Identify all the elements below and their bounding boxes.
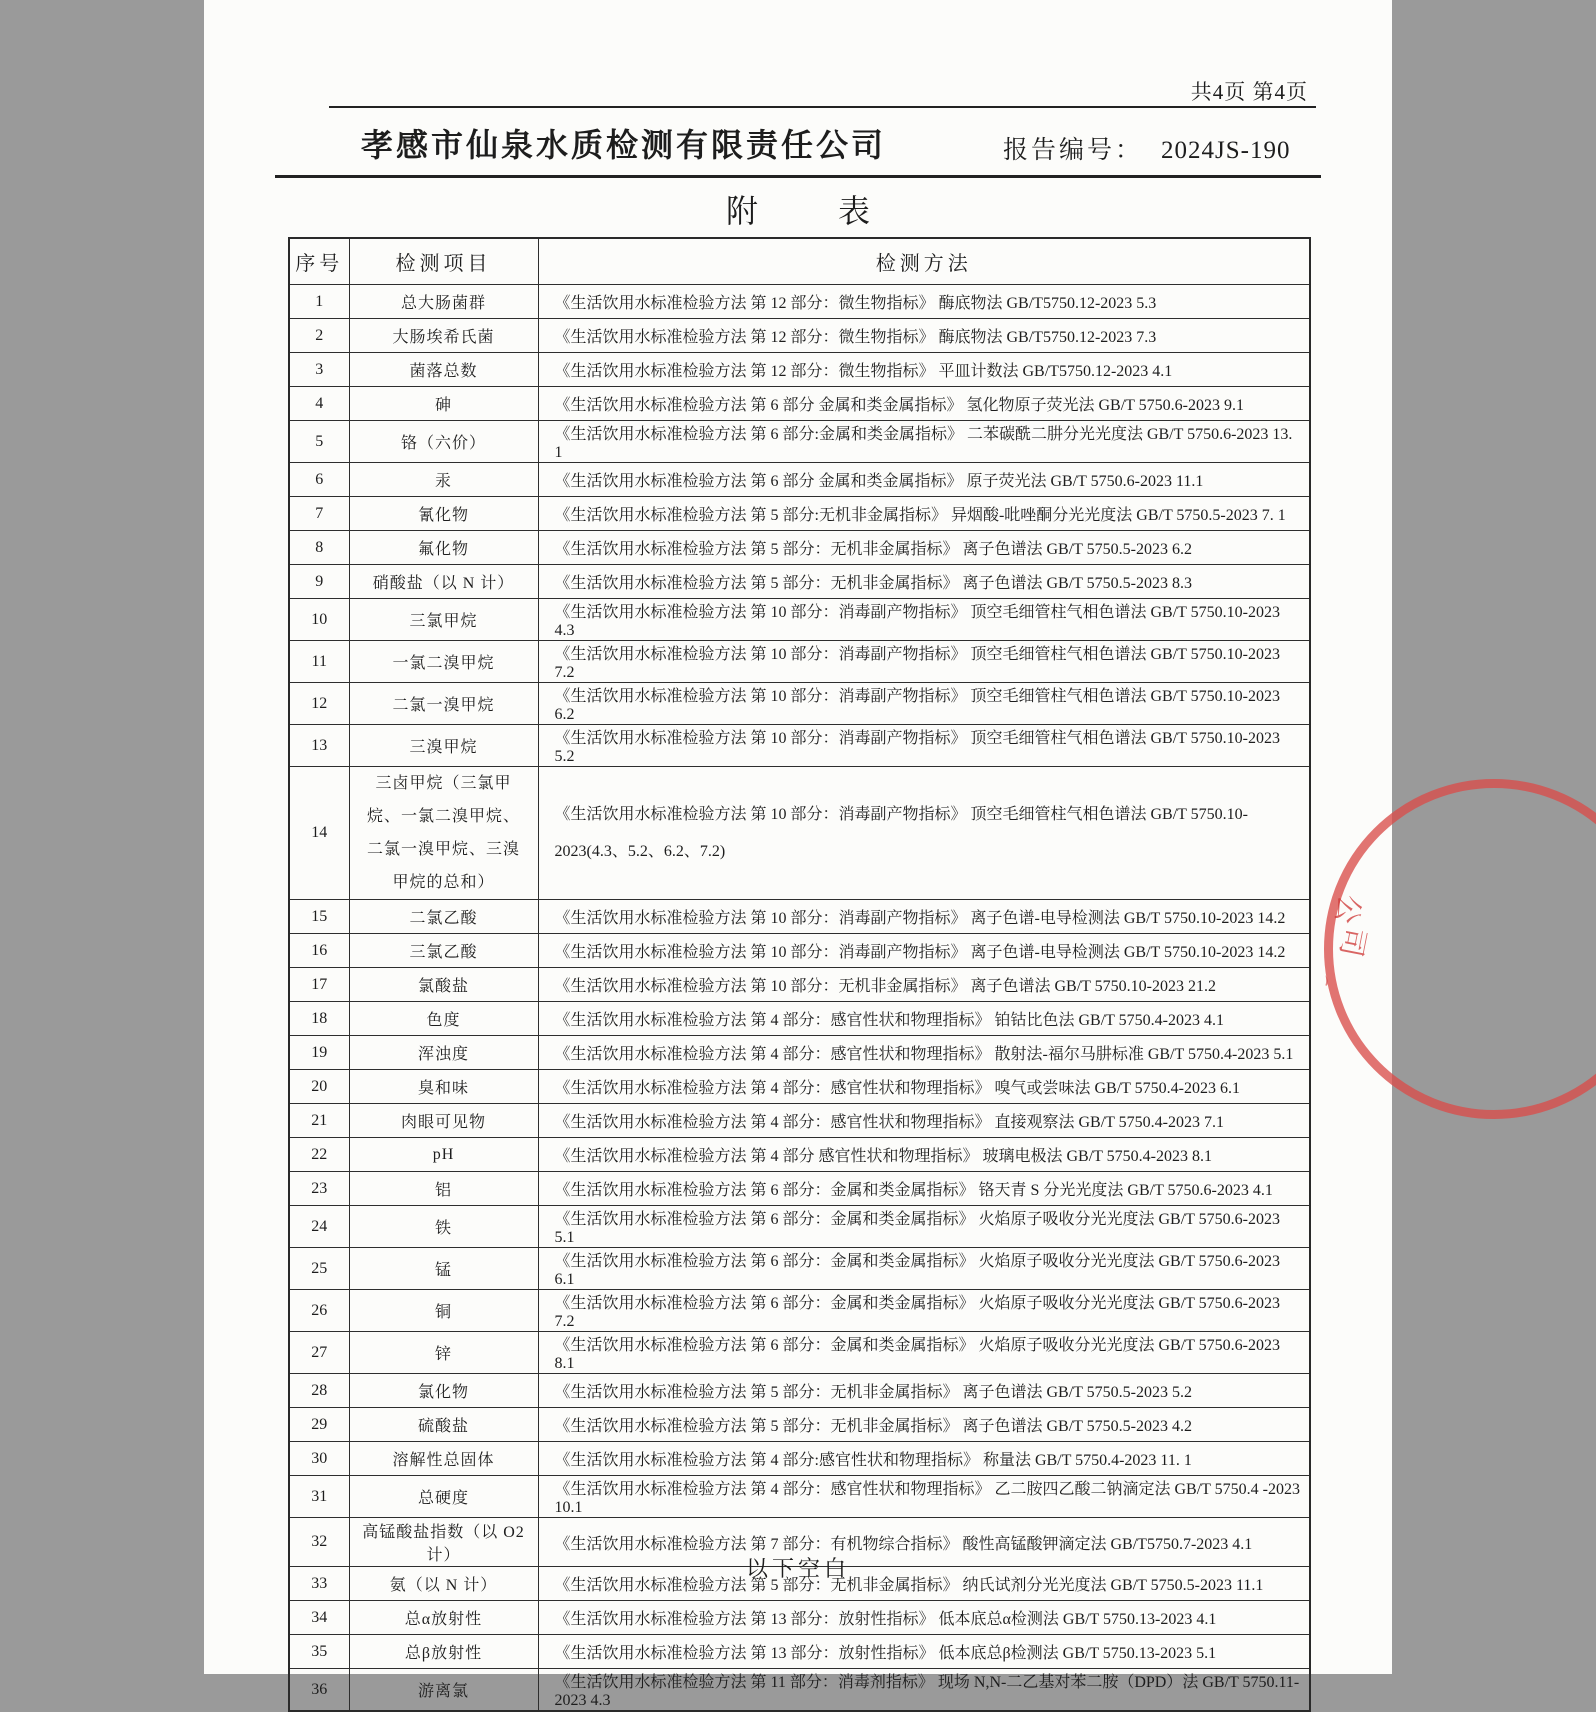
table-row — [289, 319, 1310, 353]
row-item: 铝 — [349, 1172, 538, 1206]
table-row — [289, 1248, 1310, 1290]
appendix-title-char-2: 表 — [838, 193, 871, 229]
row-method: 《生活饮用水标准检验方法 第 6 部分 金属和类金属指标》 氢化物原子荧光法 GB/T 5750.6-2023 9.1 — [538, 387, 1310, 421]
table-row — [289, 968, 1310, 1002]
row-method: 《生活饮用水标准检验方法 第 11 部分：消毒剂指标》 现场 N,N-二乙基对苯二胺（DPD）法 GB/T 5750.11-2023 4.3 — [538, 1669, 1310, 1712]
row-method: 《生活饮用水标准检验方法 第 4 部分：感官性状和物理指标》 乙二胺四乙酸二钠滴定法 GB/T 5750.4 -2023 10.1 — [538, 1476, 1310, 1518]
table-row — [289, 1036, 1310, 1070]
row-number: 28 — [289, 1374, 349, 1408]
row-item: 三氯乙酸 — [349, 934, 538, 968]
row-method: 《生活饮用水标准检验方法 第 12 部分：微生物指标》 平皿计数法 GB/T5750.12-2023 4.1 — [538, 353, 1310, 387]
row-item: 肉眼可见物 — [349, 1104, 538, 1138]
table-row — [289, 421, 1310, 463]
row-method: 《生活饮用水标准检验方法 第 10 部分：消毒副产物指标》 顶空毛细管柱气相色谱法 GB/T 5750.10-2023(4.3、5.2、6.2、7.2) — [538, 767, 1310, 900]
row-item: 总β放射性 — [349, 1635, 538, 1669]
table-row — [289, 1408, 1310, 1442]
table-row — [289, 1442, 1310, 1476]
row-item: 三卤甲烷（三氯甲烷、一氯二溴甲烷、二氯一溴甲烷、三溴甲烷的总和） — [349, 767, 538, 900]
row-number: 5 — [289, 421, 349, 463]
row-method: 《生活饮用水标准检验方法 第 6 部分：金属和类金属指标》 火焰原子吸收分光光度法 GB/T 5750.6-2023 8.1 — [538, 1332, 1310, 1374]
row-method: 《生活饮用水标准检验方法 第 4 部分：感官性状和物理指标》 直接观察法 GB/T 5750.4-2023 7.1 — [538, 1104, 1310, 1138]
row-item: 铬（六价） — [349, 421, 538, 463]
methods-table — [288, 237, 1311, 1712]
table-row — [289, 683, 1310, 725]
row-method: 《生活饮用水标准检验方法 第 10 部分：无机非金属指标》 离子色谱法 GB/T 5750.10-2023 21.2 — [538, 968, 1310, 1002]
row-number: 25 — [289, 1248, 349, 1290]
row-number: 26 — [289, 1290, 349, 1332]
row-item: 总α放射性 — [349, 1601, 538, 1635]
row-method: 《生活饮用水标准检验方法 第 10 部分：消毒副产物指标》 顶空毛细管柱气相色谱法 GB/T 5750.10-2023 4.3 — [538, 599, 1310, 641]
table-row — [289, 1332, 1310, 1374]
row-method: 《生活饮用水标准检验方法 第 6 部分：金属和类金属指标》 火焰原子吸收分光光度法 GB/T 5750.6-2023 5.1 — [538, 1206, 1310, 1248]
table-row — [289, 497, 1310, 531]
row-number: 22 — [289, 1138, 349, 1172]
report-number-label: 报告编号： — [1003, 137, 1144, 164]
table-row — [289, 531, 1310, 565]
row-number: 17 — [289, 968, 349, 1002]
row-method: 《生活饮用水标准检验方法 第 6 部分 金属和类金属指标》 原子荧光法 GB/T 5750.6-2023 11.1 — [538, 463, 1310, 497]
company-name: 孝感市仙泉水质检测有限责任公司 — [361, 127, 887, 163]
row-number: 24 — [289, 1206, 349, 1248]
row-item: 溶解性总固体 — [349, 1442, 538, 1476]
stamp-character: 公 — [1328, 892, 1366, 926]
row-method: 《生活饮用水标准检验方法 第 5 部分：无机非金属指标》 离子色谱法 GB/T 5750.5-2023 6.2 — [538, 531, 1310, 565]
row-method: 《生活饮用水标准检验方法 第 4 部分：感官性状和物理指标》 嗅气或尝味法 GB/T 5750.4-2023 6.1 — [538, 1070, 1310, 1104]
table-row — [289, 641, 1310, 683]
row-item: 氨（以 N 计） — [349, 1567, 538, 1601]
stamp-character: 丶 — [1309, 967, 1340, 998]
report-number-value: 2024JS-190 — [1161, 137, 1291, 164]
row-number: 6 — [289, 463, 349, 497]
row-number: 1 — [289, 285, 349, 319]
col-header-item: 检测项目 — [349, 238, 538, 285]
page-number: 共4页 第4页 — [1190, 80, 1308, 104]
row-item: 高锰酸盐指数（以 O2 计） — [349, 1518, 538, 1567]
row-method: 《生活饮用水标准检验方法 第 4 部分：感官性状和物理指标》 散射法-福尔马肼标准 GB/T 5750.4-2023 5.1 — [538, 1036, 1310, 1070]
row-method: 《生活饮用水标准检验方法 第 10 部分：消毒副产物指标》 顶空毛细管柱气相色谱法 GB/T 5750.10-2023 7.2 — [538, 641, 1310, 683]
row-method: 《生活饮用水标准检验方法 第 4 部分:感官性状和物理指标》 称量法 GB/T 5750.4-2023 11. 1 — [538, 1442, 1310, 1476]
footer-note: 以下空白 — [745, 1556, 850, 1581]
row-number: 33 — [289, 1567, 349, 1601]
row-item: 氯酸盐 — [349, 968, 538, 1002]
table-row — [289, 1104, 1310, 1138]
row-item: 锌 — [349, 1332, 538, 1374]
row-item: 大肠埃希氏菌 — [349, 319, 538, 353]
table-row — [289, 1172, 1310, 1206]
row-method: 《生活饮用水标准检验方法 第 10 部分：消毒副产物指标》 离子色谱-电导检测法 GB/T 5750.10-2023 14.2 — [538, 900, 1310, 934]
row-item: 硫酸盐 — [349, 1408, 538, 1442]
row-method: 《生活饮用水标准检验方法 第 12 部分：微生物指标》 酶底物法 GB/T5750.12-2023 5.3 — [538, 285, 1310, 319]
table-row — [289, 1635, 1310, 1669]
row-item: 色度 — [349, 1002, 538, 1036]
row-number: 20 — [289, 1070, 349, 1104]
row-number: 15 — [289, 900, 349, 934]
row-item: 三氯甲烷 — [349, 599, 538, 641]
table-row — [289, 463, 1310, 497]
row-number: 16 — [289, 934, 349, 968]
table-row — [289, 387, 1310, 421]
row-number: 10 — [289, 599, 349, 641]
stamp-character: 司 — [1333, 924, 1371, 960]
row-method: 《生活饮用水标准检验方法 第 5 部分：无机非金属指标》 离子色谱法 GB/T 5750.5-2023 4.2 — [538, 1408, 1310, 1442]
row-number: 8 — [289, 531, 349, 565]
row-number: 7 — [289, 497, 349, 531]
row-item: 二氯乙酸 — [349, 900, 538, 934]
row-number: 31 — [289, 1476, 349, 1518]
row-item: 菌落总数 — [349, 353, 538, 387]
table-row — [289, 1002, 1310, 1036]
row-method: 《生活饮用水标准检验方法 第 10 部分：消毒副产物指标》 顶空毛细管柱气相色谱法 GB/T 5750.10-2023 6.2 — [538, 683, 1310, 725]
row-method: 《生活饮用水标准检验方法 第 13 部分：放射性指标》 低本底总α检测法 GB/T 5750.13-2023 4.1 — [538, 1601, 1310, 1635]
row-method: 《生活饮用水标准检验方法 第 6 部分:金属和类金属指标》 二苯碳酰二肼分光光度法 GB/T 5750.6-2023 13. 1 — [538, 421, 1310, 463]
row-method: 《生活饮用水标准检验方法 第 5 部分：无机非金属指标》 离子色谱法 GB/T 5750.5-2023 8.3 — [538, 565, 1310, 599]
report-page — [204, 0, 1392, 1709]
table-row — [289, 1601, 1310, 1635]
row-method: 《生活饮用水标准检验方法 第 5 部分：无机非金属指标》 纳氏试剂分光光度法 GB/T 5750.5-2023 11.1 — [538, 1567, 1310, 1601]
row-item: 硝酸盐（以 N 计） — [349, 565, 538, 599]
report-number-line — [1003, 130, 1290, 166]
row-number: 29 — [289, 1408, 349, 1442]
row-method: 《生活饮用水标准检验方法 第 7 部分：有机物综合指标》 酸性高锰酸钾滴定法 GB/T5750.7-2023 4.1 — [538, 1518, 1310, 1567]
row-item: 铁 — [349, 1206, 538, 1248]
table-row — [289, 1138, 1310, 1172]
row-item: 砷 — [349, 387, 538, 421]
table-row — [289, 1290, 1310, 1332]
row-number: 3 — [289, 353, 349, 387]
row-number: 12 — [289, 683, 349, 725]
row-number: 4 — [289, 387, 349, 421]
row-number: 13 — [289, 725, 349, 767]
header-rule-top — [329, 106, 1316, 108]
row-method: 《生活饮用水标准检验方法 第 5 部分：无机非金属指标》 离子色谱法 GB/T 5750.5-2023 5.2 — [538, 1374, 1310, 1408]
row-method: 《生活饮用水标准检验方法 第 6 部分：金属和类金属指标》 火焰原子吸收分光光度法 GB/T 5750.6-2023 6.1 — [538, 1248, 1310, 1290]
row-method: 《生活饮用水标准检验方法 第 6 部分：金属和类金属指标》 火焰原子吸收分光光度法 GB/T 5750.6-2023 7.2 — [538, 1290, 1310, 1332]
row-method: 《生活饮用水标准检验方法 第 10 部分：消毒副产物指标》 顶空毛细管柱气相色谱法 GB/T 5750.10-2023 5.2 — [538, 725, 1310, 767]
row-item: 游离氯 — [349, 1669, 538, 1712]
row-item: 氰化物 — [349, 497, 538, 531]
table-row — [289, 725, 1310, 767]
row-number: 9 — [289, 565, 349, 599]
row-number: 2 — [289, 319, 349, 353]
table-row — [289, 900, 1310, 934]
row-number: 27 — [289, 1332, 349, 1374]
row-item: 铜 — [349, 1290, 538, 1332]
row-number: 23 — [289, 1172, 349, 1206]
row-method: 《生活饮用水标准检验方法 第 6 部分：金属和类金属指标》 铬天青 S 分光光度法 GB/T 5750.6-2023 4.1 — [538, 1172, 1310, 1206]
table-row — [289, 1070, 1310, 1104]
appendix-title — [204, 186, 1392, 232]
row-method: 《生活饮用水标准检验方法 第 12 部分：微生物指标》 酶底物法 GB/T5750.12-2023 7.3 — [538, 319, 1310, 353]
row-number: 35 — [289, 1635, 349, 1669]
row-item: 三溴甲烷 — [349, 725, 538, 767]
col-header-no: 序号 — [289, 238, 349, 285]
row-number: 30 — [289, 1442, 349, 1476]
row-method: 《生活饮用水标准检验方法 第 4 部分：感官性状和物理指标》 铂钴比色法 GB/T 5750.4-2023 4.1 — [538, 1002, 1310, 1036]
row-number: 21 — [289, 1104, 349, 1138]
row-item: 一氯二溴甲烷 — [349, 641, 538, 683]
row-item: 汞 — [349, 463, 538, 497]
table-row — [289, 1374, 1310, 1408]
table-row — [289, 599, 1310, 641]
row-item: 浑浊度 — [349, 1036, 538, 1070]
row-method: 《生活饮用水标准检验方法 第 4 部分 感官性状和物理指标》 玻璃电极法 GB/T 5750.4-2023 8.1 — [538, 1138, 1310, 1172]
table-row — [289, 767, 1310, 900]
row-method: 《生活饮用水标准检验方法 第 5 部分:无机非金属指标》 异烟酸-吡唑酮分光光度法 GB/T 5750.5-2023 7. 1 — [538, 497, 1310, 531]
table-row — [289, 1669, 1310, 1712]
header-rule-bottom — [275, 175, 1321, 178]
row-item: 总大肠菌群 — [349, 285, 538, 319]
table-row — [289, 934, 1310, 968]
appendix-title-char-1: 附 — [725, 193, 758, 229]
table-row — [289, 353, 1310, 387]
row-item: 氯化物 — [349, 1374, 538, 1408]
row-method: 《生活饮用水标准检验方法 第 10 部分：消毒副产物指标》 离子色谱-电导检测法 GB/T 5750.10-2023 14.2 — [538, 934, 1310, 968]
table-row — [289, 285, 1310, 319]
row-method: 《生活饮用水标准检验方法 第 13 部分：放射性指标》 低本底总β检测法 GB/T 5750.13-2023 5.1 — [538, 1635, 1310, 1669]
row-item: pH — [349, 1138, 538, 1172]
table-row — [289, 1476, 1310, 1518]
row-number: 11 — [289, 641, 349, 683]
row-item: 二氯一溴甲烷 — [349, 683, 538, 725]
row-number: 14 — [289, 767, 349, 900]
row-number: 34 — [289, 1601, 349, 1635]
row-number: 32 — [289, 1518, 349, 1567]
row-item: 锰 — [349, 1248, 538, 1290]
table-row — [289, 1206, 1310, 1248]
table-header-row — [289, 238, 1310, 285]
row-item: 氟化物 — [349, 531, 538, 565]
row-number: 18 — [289, 1002, 349, 1036]
row-item: 总硬度 — [349, 1476, 538, 1518]
row-number: 19 — [289, 1036, 349, 1070]
row-item: 臭和味 — [349, 1070, 538, 1104]
table-row — [289, 565, 1310, 599]
col-header-method: 检测方法 — [538, 238, 1310, 285]
row-number: 36 — [289, 1669, 349, 1712]
